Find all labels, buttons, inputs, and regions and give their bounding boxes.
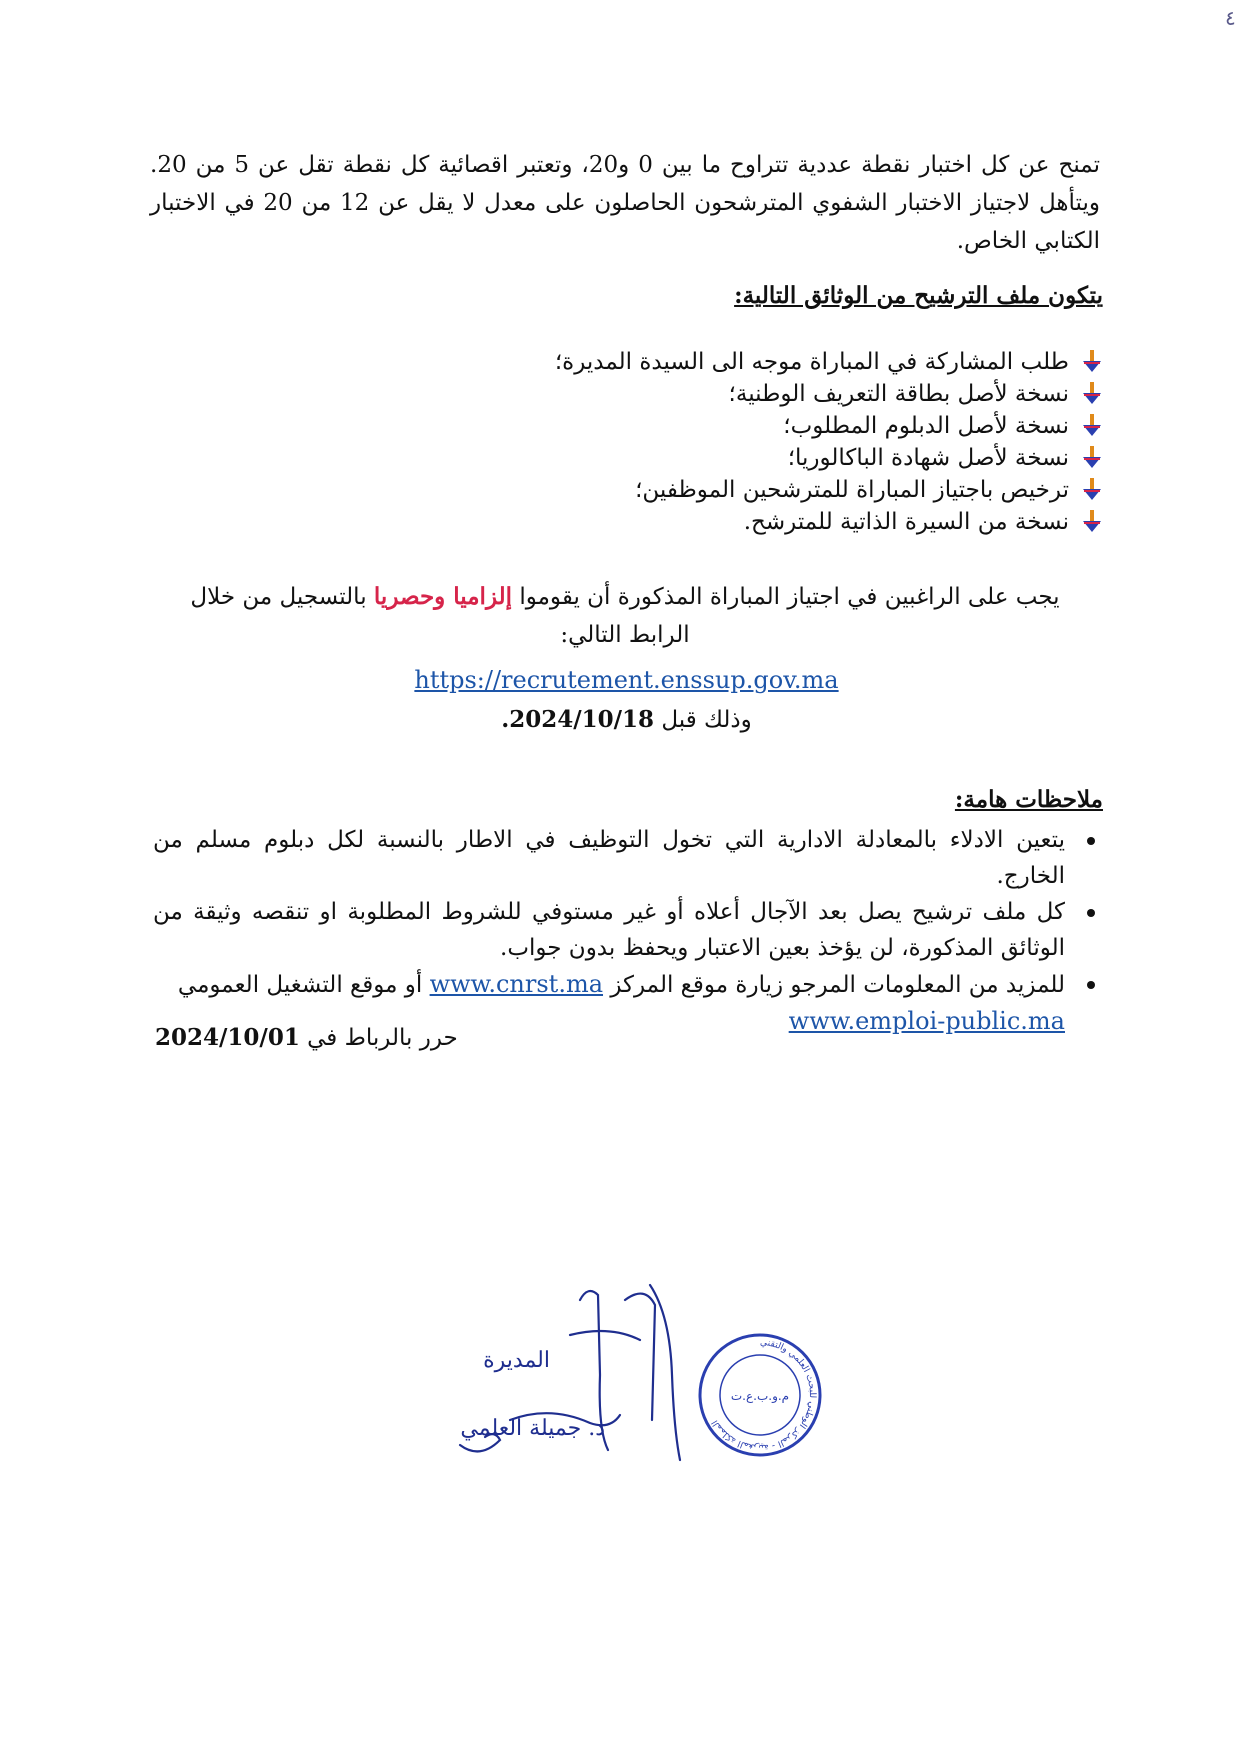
signature-graphic xyxy=(440,1255,840,1495)
list-item: نسخة لأصل الدبلوم المطلوب؛ xyxy=(555,410,1103,442)
cnrst-link[interactable]: www.cnrst.ma xyxy=(429,970,604,998)
stamp-center-text: م.و.ب.ع.ت xyxy=(730,1389,790,1403)
registration-link[interactable]: https://recrutement.enssup.gov.ma xyxy=(414,666,839,694)
arrow-bullet-icon xyxy=(1081,446,1103,470)
arrow-bullet-icon xyxy=(1081,414,1103,438)
signed-line: حرر بالرباط في 2024/10/01 xyxy=(155,1024,458,1051)
notes-heading: ملاحظات هامة: xyxy=(954,786,1103,813)
list-item: نسخة لأصل بطاقة التعريف الوطنية؛ xyxy=(555,378,1103,410)
list-item: ترخيص باجتياز المباراة للمترشحين الموظفين؛ xyxy=(555,474,1103,506)
bullet-icon xyxy=(1087,837,1095,845)
signed-date: 2024/10/01 xyxy=(155,1024,300,1051)
notes-list xyxy=(153,822,1103,1040)
list-item: نسخة لأصل شهادة الباكالوريا؛ xyxy=(555,442,1103,474)
list-item: للمزيد من المعلومات المرجو زيارة موقع المركز www.cnrst.ma أو موقع التشغيل العمومي www.emploi-public.ma xyxy=(153,966,1103,1040)
arrow-bullet-icon xyxy=(1081,350,1103,374)
arrow-bullet-icon xyxy=(1081,510,1103,534)
list-item: كل ملف ترشيح يصل بعد الآجال أعلاه أو غير مستوفي للشروط المطلوبة او تنقصه وثيقة من الوثائق المذكورة، لن يؤخذ بعين الاعتبار ويحفظ بدون جواب. xyxy=(153,894,1103,966)
arrow-bullet-icon xyxy=(1081,382,1103,406)
documents-heading: يتكون ملف الترشيح من الوثائق التالية: xyxy=(734,282,1103,309)
documents-list xyxy=(555,346,1103,538)
list-item: طلب المشاركة في المباراة موجه الى السيدة المديرة؛ xyxy=(555,346,1103,378)
deadline-date: 2024/10/18. xyxy=(501,706,655,733)
bullet-icon xyxy=(1087,909,1095,917)
official-stamp xyxy=(700,1335,820,1455)
mandatory-highlight: إلزاميا وحصريا xyxy=(373,583,513,610)
page-corner-mark: ٤ xyxy=(1225,6,1236,30)
emploi-public-link[interactable]: www.emploi-public.ma xyxy=(788,1007,1065,1035)
signature-name: د. جميلة العلمي xyxy=(460,1416,605,1441)
stamp-ring-text: المملكة المغربية - المركز الوطني للبحث العلمي والتقني xyxy=(710,1337,817,1453)
intro-paragraph: تمنح عن كل اختبار نقطة عددية تتراوح ما بين 0 و20، وتعتبر اقصائية كل نقطة تقل عن 5 من 20. ويتأهل لاجتياز الاختبار الشفوي المترشحون الحاصلون على معدل لا يقل عن 12 من 20 في الاختبار الكتابي الخاص. xyxy=(150,152,1101,254)
list-item: نسخة من السيرة الذاتية للمترشح. xyxy=(555,506,1103,538)
registration-paragraph: يجب على الراغبين في اجتياز المباراة المذكورة أن يقوموا إلزاميا وحصريا بالتسجيل من خلال الرابط التالي: xyxy=(190,583,1060,648)
bullet-icon xyxy=(1087,981,1095,989)
arrow-bullet-icon xyxy=(1081,478,1103,502)
signature-title: المديرة xyxy=(483,1348,550,1373)
deadline-line: وذلك قبل 2024/10/18. xyxy=(501,706,752,733)
signature-block xyxy=(440,1255,840,1495)
list-item: يتعين الادلاء بالمعادلة الادارية التي تخول التوظيف في الاطار بالنسبة لكل دبلوم مسلم من الخارج. xyxy=(153,822,1103,894)
